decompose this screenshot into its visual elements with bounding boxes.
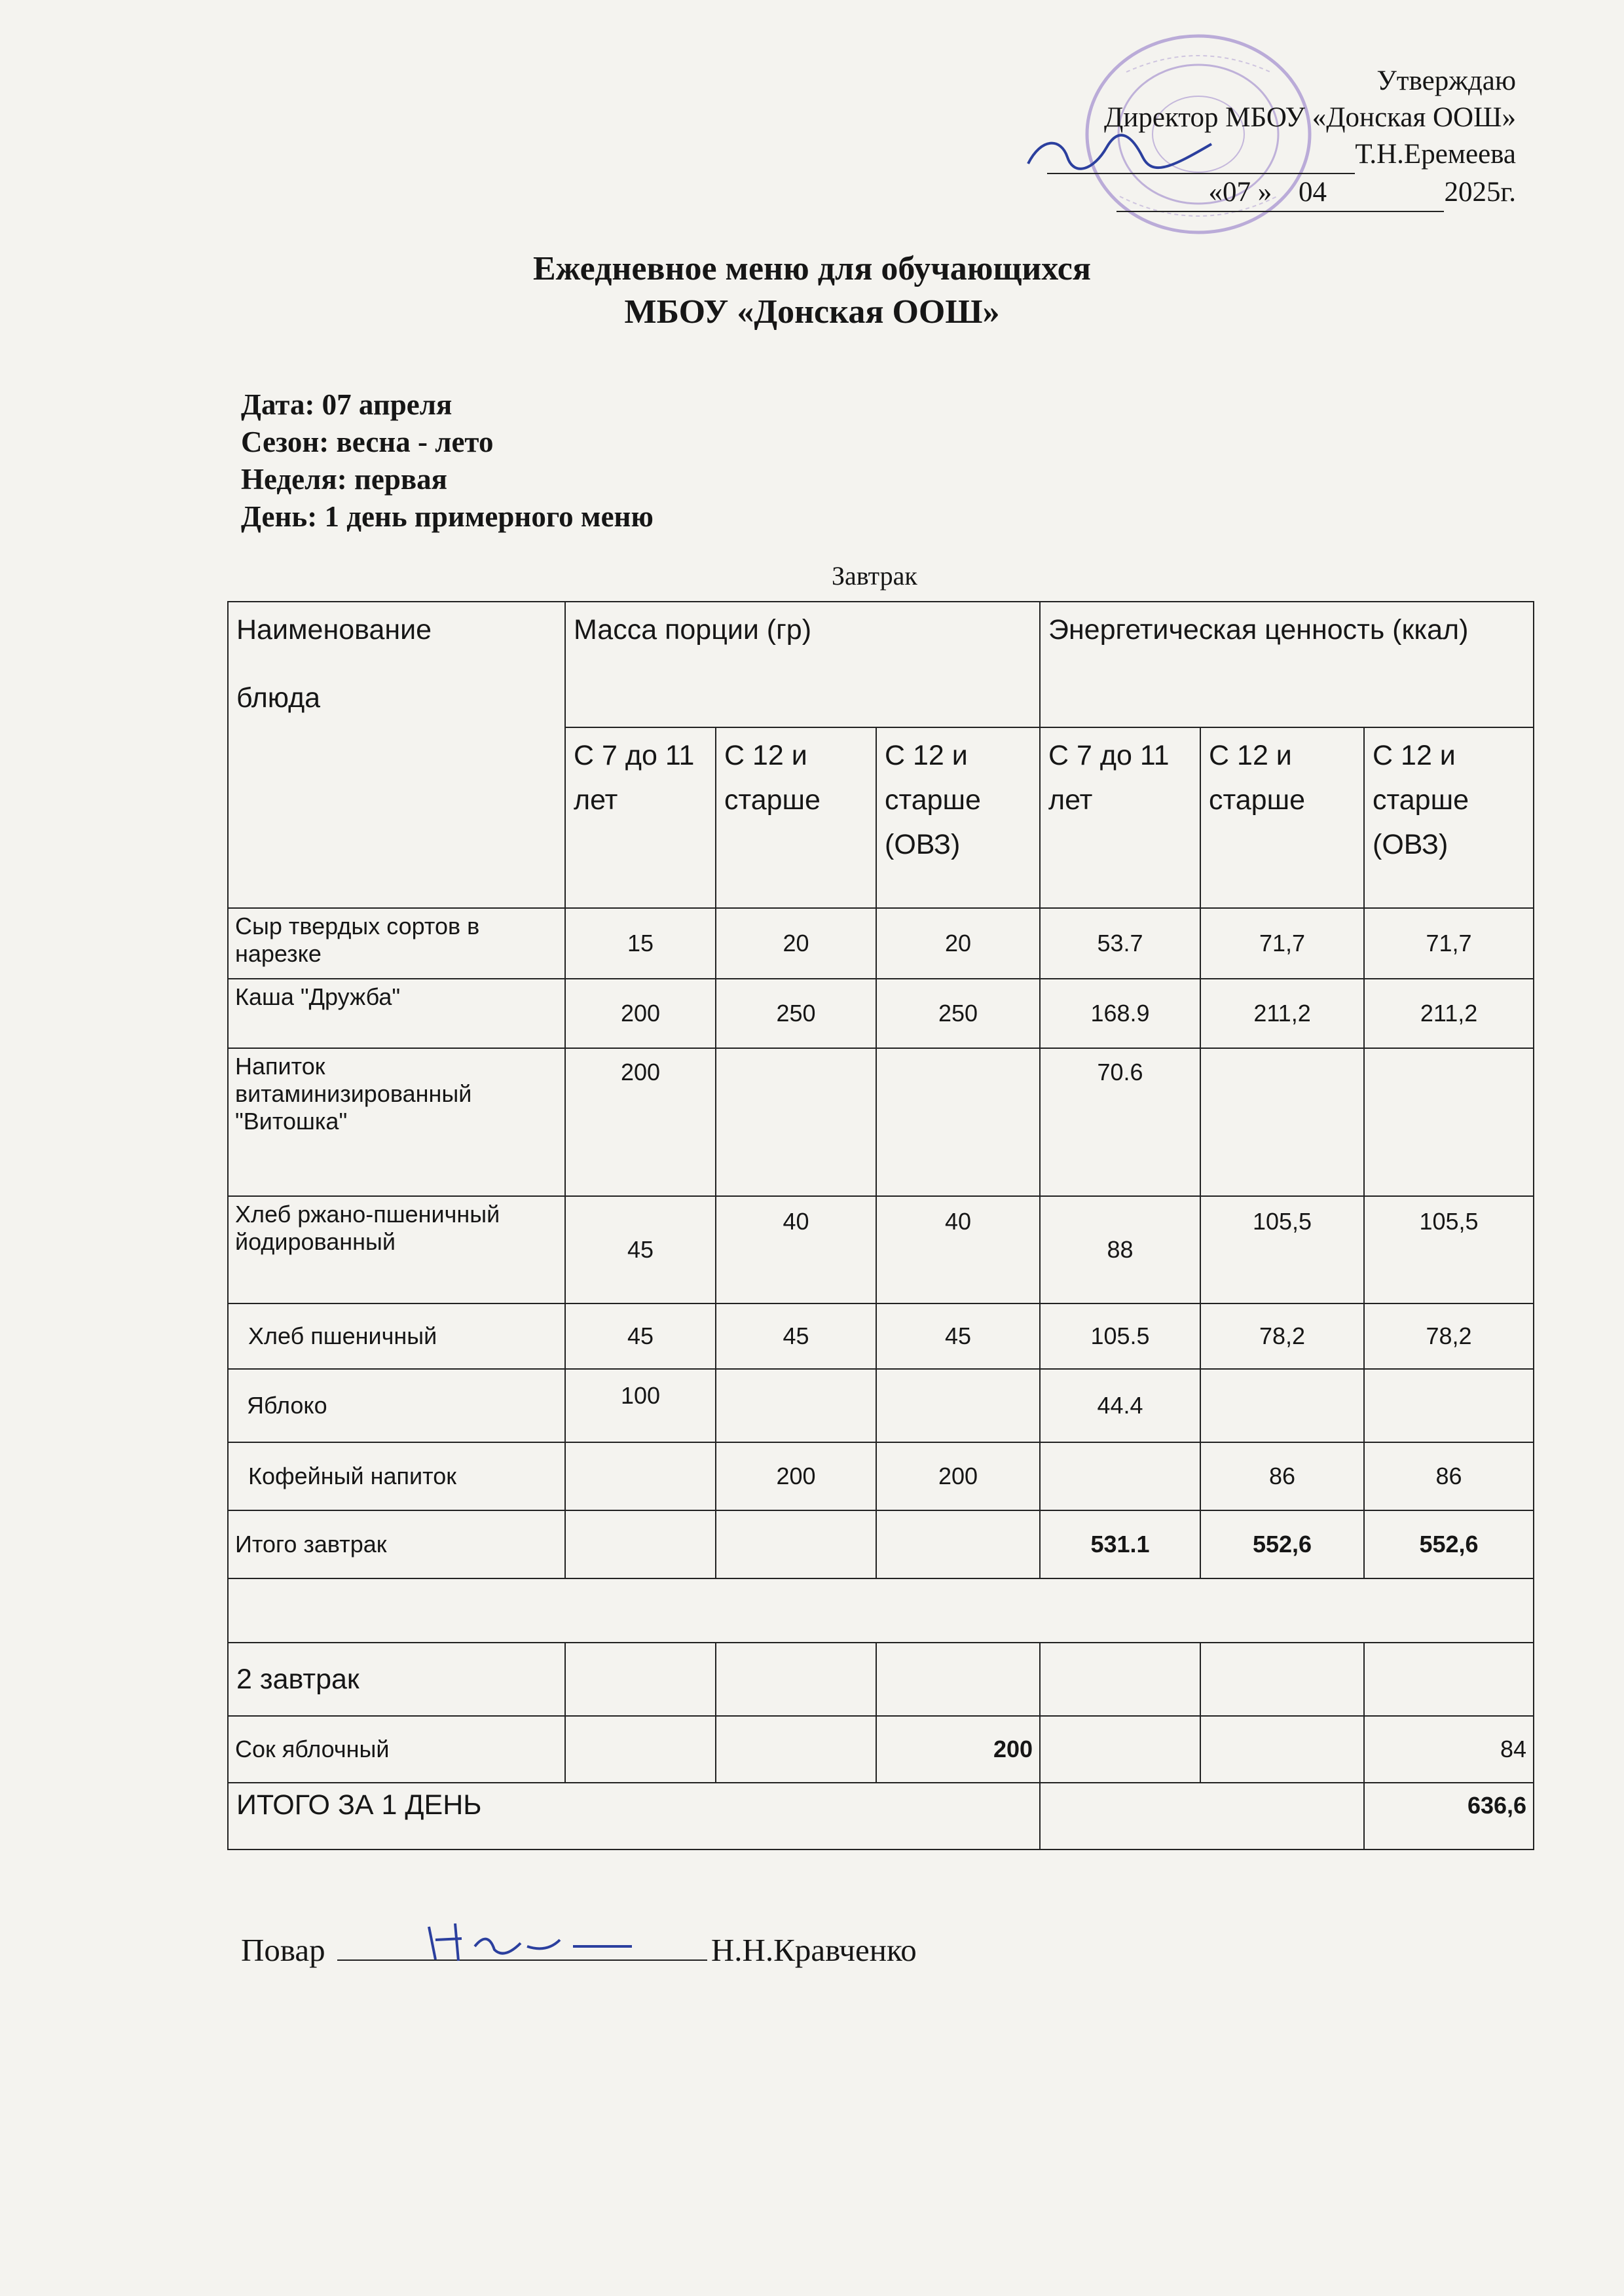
dish-name: Хлеб ржано-пшеничный йодированный: [228, 1196, 565, 1303]
energy-cell: [1200, 1048, 1364, 1196]
header-dish-name: [228, 602, 565, 908]
table-row: [228, 1048, 1534, 1196]
table-row: [228, 1303, 1534, 1369]
energy-cell: 105,5: [1364, 1196, 1534, 1303]
empty-cell: [1364, 1643, 1534, 1716]
day-total-row: [228, 1783, 1534, 1850]
energy-cell: 70.6: [1040, 1048, 1200, 1196]
section-caption: Завтрак: [832, 561, 917, 591]
approval-date-day: «07 »: [1208, 177, 1272, 208]
empty-cell: [716, 1510, 876, 1578]
empty-cell: [1040, 1643, 1200, 1716]
empty-cell: [1200, 1643, 1364, 1716]
cook-signature-block: [241, 1931, 917, 1969]
dish-name: Хлеб пшеничный: [228, 1303, 565, 1369]
energy-cell: 84: [1364, 1716, 1534, 1783]
header-group: С 7 до 11 лет: [1040, 727, 1200, 908]
energy-cell: 44.4: [1040, 1369, 1200, 1442]
empty-cell: [716, 1643, 876, 1716]
signature-line: [1047, 136, 1355, 174]
approval-word: Утверждаю: [1376, 65, 1516, 96]
empty-cell: [876, 1510, 1040, 1578]
mass-cell: [716, 1048, 876, 1196]
empty-cell: [565, 1510, 716, 1578]
mass-cell: 250: [876, 979, 1040, 1048]
header-group: С 7 до 11 лет: [565, 727, 716, 908]
empty-row: [228, 1578, 1534, 1643]
mass-cell: 15: [565, 908, 716, 979]
header-group: С 12 и старше: [1200, 727, 1364, 908]
dish-name: Напиток витаминизированный "Витошка": [228, 1048, 565, 1196]
approval-director: Т.Н.Еремеева: [1355, 139, 1516, 170]
day-total-label: ИТОГО ЗА 1 ДЕНЬ: [228, 1783, 1040, 1850]
table-row: [228, 1442, 1534, 1510]
approval-position: Директор МБОУ «Донская ООШ»: [1104, 102, 1516, 133]
energy-cell: [1040, 1442, 1200, 1510]
energy-cell: [1200, 1369, 1364, 1442]
energy-cell: 53.7: [1040, 908, 1200, 979]
mass-cell: 40: [876, 1196, 1040, 1303]
energy-cell: 211,2: [1200, 979, 1364, 1048]
energy-cell: 211,2: [1364, 979, 1534, 1048]
mass-cell: 45: [876, 1303, 1040, 1369]
table-row: [228, 908, 1534, 979]
header-mass: Масса порции (гр): [565, 602, 1040, 727]
meta-date: Дата: 07 апреля: [241, 388, 452, 421]
mass-cell: 200: [876, 1716, 1040, 1783]
approval-date-month: 04: [1298, 177, 1327, 208]
mass-cell: [876, 1369, 1040, 1442]
total-breakfast-row: [228, 1510, 1534, 1578]
total-energy-cell: 552,6: [1200, 1510, 1364, 1578]
energy-cell: 86: [1364, 1442, 1534, 1510]
mass-cell: 200: [716, 1442, 876, 1510]
energy-cell: 71,7: [1200, 908, 1364, 979]
total-energy-cell: 531.1: [1040, 1510, 1200, 1578]
meta-day: День: 1 день примерного меню: [241, 500, 654, 533]
mass-cell: 200: [565, 979, 716, 1048]
dish-name: Сок яблочный: [228, 1716, 565, 1783]
dish-name: Яблоко: [228, 1369, 565, 1442]
mass-cell: 40: [716, 1196, 876, 1303]
menu-meta: [241, 386, 654, 536]
dish-name: Сыр твердых сортов в нарезке: [228, 908, 565, 979]
title-line-1: Ежедневное меню для обучающихся: [532, 250, 1092, 287]
energy-cell: 86: [1200, 1442, 1364, 1510]
approval-date-line: [1116, 174, 1444, 212]
mass-cell: 45: [716, 1303, 876, 1369]
meta-season: Сезон: весна - лето: [241, 426, 494, 458]
energy-cell: 71,7: [1364, 908, 1534, 979]
mass-cell: 200: [565, 1048, 716, 1196]
header-dish-name-line2: блюда: [236, 682, 321, 714]
header-dish-name-line1: Наименование: [236, 614, 432, 646]
header-group: С 12 и старше (ОВЗ): [1364, 727, 1534, 908]
energy-cell: 88: [1040, 1196, 1200, 1303]
cook-label: Повар: [241, 1932, 325, 1968]
empty-cell: [1040, 1783, 1364, 1850]
empty-cell: [716, 1716, 876, 1783]
header-group: С 12 и старше (ОВЗ): [876, 727, 1040, 908]
menu-table: [227, 601, 1534, 1850]
header-energy: Энергетическая ценность (ккал): [1040, 602, 1534, 727]
header-row: [228, 602, 1534, 727]
second-breakfast-label: 2 завтрак: [228, 1643, 565, 1716]
mass-cell: [876, 1048, 1040, 1196]
energy-cell: [1364, 1369, 1534, 1442]
approval-date-year: 2025г.: [1444, 177, 1516, 208]
cook-signature-line: [337, 1933, 707, 1961]
empty-cell: [1040, 1716, 1200, 1783]
mass-cell: 200: [876, 1442, 1040, 1510]
cook-name: Н.Н.Кравченко: [710, 1932, 917, 1968]
empty-cell: [1200, 1716, 1364, 1783]
second-breakfast-row: [228, 1643, 1534, 1716]
mass-cell: 250: [716, 979, 876, 1048]
table-row: [228, 1196, 1534, 1303]
table-row: [228, 979, 1534, 1048]
energy-cell: 168.9: [1040, 979, 1200, 1048]
total-breakfast-label: Итого завтрак: [228, 1510, 565, 1578]
approval-block: [861, 63, 1516, 212]
title-line-2: МБОУ «Донская ООШ»: [624, 293, 1000, 331]
energy-cell: [1364, 1048, 1534, 1196]
energy-cell: 105,5: [1200, 1196, 1364, 1303]
energy-cell: 78,2: [1364, 1303, 1534, 1369]
energy-cell: 105.5: [1040, 1303, 1200, 1369]
energy-cell: 78,2: [1200, 1303, 1364, 1369]
meta-week: Неделя: первая: [241, 463, 448, 496]
table-row: [228, 1716, 1534, 1783]
mass-cell: 100: [565, 1369, 716, 1442]
mass-cell: 20: [876, 908, 1040, 979]
mass-cell: 45: [565, 1303, 716, 1369]
mass-cell: [565, 1442, 716, 1510]
table-row: [228, 1369, 1534, 1442]
spacer-row: [228, 1578, 1534, 1643]
mass-cell: 45: [565, 1196, 716, 1303]
empty-cell: [565, 1643, 716, 1716]
document-title: [0, 247, 1624, 334]
dish-name: Каша "Дружба": [228, 979, 565, 1048]
empty-cell: [876, 1643, 1040, 1716]
cook-signature: [416, 1914, 652, 1973]
dish-name: Кофейный напиток: [228, 1442, 565, 1510]
total-energy-cell: 552,6: [1364, 1510, 1534, 1578]
empty-cell: [565, 1716, 716, 1783]
header-group: С 12 и старше: [716, 727, 876, 908]
mass-cell: [716, 1369, 876, 1442]
day-total-energy: 636,6: [1364, 1783, 1534, 1850]
mass-cell: 20: [716, 908, 876, 979]
